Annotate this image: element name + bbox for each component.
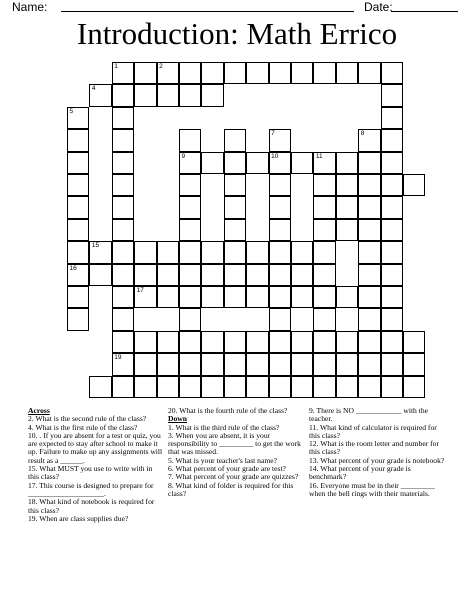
crossword-cell[interactable] (336, 152, 358, 174)
crossword-cell[interactable] (291, 331, 313, 353)
crossword-cell[interactable] (67, 308, 89, 330)
crossword-cell[interactable] (201, 84, 223, 106)
crossword-cell[interactable] (381, 219, 403, 241)
crossword-cell[interactable] (358, 241, 380, 263)
crossword-cell[interactable] (381, 152, 403, 174)
crossword-cell[interactable] (112, 62, 134, 84)
crossword-cell[interactable] (358, 353, 380, 375)
crossword-cell[interactable] (313, 353, 335, 375)
crossword-cell[interactable] (157, 376, 179, 398)
clue-number: 16 (69, 264, 77, 272)
crossword-cell[interactable] (291, 241, 313, 263)
crossword-cell[interactable] (224, 196, 246, 218)
crossword-cell[interactable] (313, 376, 335, 398)
clue-text: 6. What percent of your grade are test? (168, 464, 286, 474)
crossword-cell[interactable] (157, 241, 179, 263)
clue-number: 10 (271, 152, 279, 160)
crossword-cell[interactable] (179, 62, 201, 84)
crossword-cell[interactable] (403, 376, 425, 398)
crossword-cell[interactable] (313, 286, 335, 308)
crossword-cell[interactable] (358, 196, 380, 218)
crossword-cell[interactable] (336, 219, 358, 241)
crossword-cell[interactable] (313, 196, 335, 218)
crossword-cell[interactable] (403, 331, 425, 353)
crossword-cell[interactable] (358, 219, 380, 241)
clue-text: 17. This course is designed to prepare for ____________________. (28, 480, 154, 498)
crossword-cell[interactable] (89, 84, 111, 106)
crossword-cell[interactable] (269, 331, 291, 353)
crossword-cell[interactable] (291, 264, 313, 286)
crossword-cell[interactable] (112, 196, 134, 218)
crossword-cell[interactable] (381, 129, 403, 151)
crossword-cell[interactable] (224, 152, 246, 174)
crossword-cell[interactable] (179, 241, 201, 263)
crossword-cell[interactable] (246, 353, 268, 375)
clue-text: 19. When are class supplies due? (28, 513, 129, 523)
crossword-cell[interactable] (381, 376, 403, 398)
crossword-cell[interactable] (112, 152, 134, 174)
crossword-cell[interactable] (381, 84, 403, 106)
crossword-cell[interactable] (201, 241, 223, 263)
clue-number: 15 (91, 242, 100, 250)
crossword-cell[interactable] (224, 376, 246, 398)
crossword-cell[interactable] (246, 62, 268, 84)
crossword-cell[interactable] (201, 331, 223, 353)
crossword-cell[interactable] (67, 174, 89, 196)
crossword-cell[interactable] (157, 331, 179, 353)
clue-number: 17 (136, 287, 144, 294)
crossword-cell[interactable] (112, 107, 134, 129)
crossword-cell[interactable] (179, 308, 201, 330)
crossword-cell[interactable] (112, 174, 134, 196)
crossword-cell[interactable] (157, 84, 179, 106)
crossword-cell[interactable] (381, 286, 403, 308)
crossword-cell[interactable] (313, 152, 335, 174)
crossword-cell[interactable] (201, 353, 223, 375)
crossword-cell[interactable] (269, 241, 291, 263)
crossword-cell[interactable] (67, 286, 89, 308)
clue-text: 1. What is the third rule of the class? (168, 422, 280, 432)
crossword-cell[interactable] (313, 62, 335, 84)
crossword-cell[interactable] (179, 84, 201, 106)
crossword-cell[interactable] (134, 286, 156, 308)
crossword-cell[interactable] (157, 353, 179, 375)
clues-column-3 (309, 407, 446, 498)
clue-number: 8 (360, 130, 365, 138)
date-label: Date: (364, 0, 393, 14)
clue-section-heading: Down (168, 414, 187, 424)
crossword-cell[interactable] (112, 331, 134, 353)
crossword-cell[interactable] (269, 219, 291, 241)
crossword-cell[interactable] (381, 107, 403, 129)
clue-text: 12. What is the room letter and number for this class? (309, 439, 439, 457)
crossword-cell[interactable] (403, 174, 425, 196)
crossword-cell[interactable] (67, 196, 89, 218)
crossword-cell[interactable] (112, 353, 134, 375)
crossword-cell[interactable] (358, 62, 380, 84)
crossword-cell[interactable] (224, 219, 246, 241)
crossword-cell[interactable] (269, 376, 291, 398)
crossword-cell[interactable] (246, 264, 268, 286)
crossword-cell[interactable] (381, 331, 403, 353)
crossword-cell[interactable] (224, 129, 246, 151)
crossword-cell[interactable] (313, 331, 335, 353)
crossword-cell[interactable] (201, 264, 223, 286)
crossword-cell[interactable] (201, 152, 223, 174)
crossword-cell[interactable] (269, 196, 291, 218)
clue-text: 2. What is the second rule of the class? (28, 414, 147, 424)
crossword-cell[interactable] (112, 286, 134, 308)
crossword-cell[interactable] (358, 174, 380, 196)
crossword-cell[interactable] (224, 264, 246, 286)
crossword-cell[interactable] (112, 129, 134, 151)
crossword-cell[interactable] (134, 353, 156, 375)
crossword-cell[interactable] (336, 62, 358, 84)
crossword-cell[interactable] (381, 308, 403, 330)
crossword-cell[interactable] (201, 286, 223, 308)
crossword-cell[interactable] (112, 376, 134, 398)
crossword-cell[interactable] (134, 331, 156, 353)
crossword-cell[interactable] (358, 308, 380, 330)
crossword-cell[interactable] (269, 264, 291, 286)
crossword-cell[interactable] (313, 174, 335, 196)
clue-number: 5 (69, 107, 74, 115)
crossword-cell[interactable] (67, 129, 89, 151)
crossword-cell[interactable] (313, 308, 335, 330)
crossword-cell[interactable] (403, 353, 425, 375)
clue-number: 7 (271, 130, 275, 138)
crossword-cell[interactable] (179, 286, 201, 308)
crossword-cell[interactable] (89, 241, 111, 263)
clue-text: 10. . If you are absent for a test or quiz, you are expected to stay after school to make it up. Failure to make up any assignments will result as a ______. (28, 430, 163, 465)
crossword-cell[interactable] (313, 241, 335, 263)
crossword-cell[interactable] (381, 62, 403, 84)
crossword-cell[interactable] (224, 353, 246, 375)
clue-number: 19 (114, 354, 122, 362)
crossword-cell[interactable] (179, 376, 201, 398)
crossword-cell[interactable] (358, 129, 380, 151)
page-title: Introduction: Math Errico (76, 16, 398, 51)
clue-text: 4. What is the first rule of the class? (28, 422, 138, 432)
crossword-cell[interactable] (269, 152, 291, 174)
crossword-cell[interactable] (269, 286, 291, 308)
crossword-cell[interactable] (269, 62, 291, 84)
crossword-cell[interactable] (112, 84, 134, 106)
crossword-cell[interactable] (381, 174, 403, 196)
crossword-cell[interactable] (157, 264, 179, 286)
crossword-cell[interactable] (201, 376, 223, 398)
crossword-cell[interactable] (67, 264, 89, 286)
crossword-cell[interactable] (201, 62, 223, 84)
crossword-cell[interactable] (67, 219, 89, 241)
crossword-cell[interactable] (336, 286, 358, 308)
crossword-cell[interactable] (291, 286, 313, 308)
clue-text: 16. Everyone must be in their _________ when the bell rings with their materials. (309, 480, 435, 498)
crossword-cell[interactable] (67, 152, 89, 174)
crossword-cell[interactable] (157, 286, 179, 308)
crossword-cell[interactable] (381, 353, 403, 375)
crossword-cell[interactable] (313, 264, 335, 286)
crossword-cell[interactable] (179, 152, 201, 174)
crossword-cell[interactable] (381, 196, 403, 218)
crossword-cell[interactable] (291, 152, 313, 174)
crossword-cell[interactable] (246, 331, 268, 353)
clue-text: 7. What percent of your grade are quizzes? (168, 472, 299, 482)
clue-text: 14. What percent of your grade is benchmark? (309, 464, 411, 482)
clue-number: 9 (181, 152, 186, 160)
crossword-cell[interactable] (336, 353, 358, 375)
crossword-cell[interactable] (134, 62, 156, 84)
clue-text: 15. What MUST you use to write with in this class? (28, 464, 153, 482)
crossword-cell[interactable] (112, 219, 134, 241)
clue-text: 3. When you are absent, it is your responsibility to _________ to get the work that was missed. (168, 430, 301, 457)
crossword-cell[interactable] (134, 376, 156, 398)
crossword-cell[interactable] (269, 174, 291, 196)
crossword-cell[interactable] (134, 241, 156, 263)
crossword-cell[interactable] (112, 241, 134, 263)
clue-section-heading: Across (28, 406, 50, 415)
crossword-cell[interactable] (246, 241, 268, 263)
crossword-cell[interactable] (179, 129, 201, 151)
crossword-cell[interactable] (246, 376, 268, 398)
crossword-cell[interactable] (358, 376, 380, 398)
crossword-cell[interactable] (291, 353, 313, 375)
crossword-cell[interactable] (313, 219, 335, 241)
crossword-cell[interactable] (358, 331, 380, 353)
clue-text: 18. What kind of notebook is required for this class? (28, 497, 155, 515)
clue-text: 9. There is NO ____________ with the teacher. (309, 406, 429, 424)
crossword-cell[interactable] (179, 219, 201, 241)
crossword-cell[interactable] (291, 376, 313, 398)
crossword-cell[interactable] (246, 286, 268, 308)
crossword-cell[interactable] (224, 286, 246, 308)
crossword-cell[interactable] (179, 174, 201, 196)
crossword-cell[interactable] (134, 264, 156, 286)
crossword-cell[interactable] (179, 264, 201, 286)
crossword-cell[interactable] (179, 331, 201, 353)
crossword-cell[interactable] (67, 241, 89, 263)
clue-text: 5. What is your teacher's last name? (168, 455, 277, 465)
crossword-cell[interactable] (358, 152, 380, 174)
clue-text: 13. What percent of your grade is notebook? (309, 455, 445, 465)
crossword-cell[interactable] (336, 196, 358, 218)
clue-number: 1 (114, 63, 118, 70)
crossword-cell[interactable] (381, 241, 403, 263)
crossword-cell[interactable] (269, 308, 291, 330)
clue-number: 2 (159, 63, 163, 70)
crossword-cell[interactable] (224, 331, 246, 353)
crossword-cell[interactable] (269, 353, 291, 375)
crossword-cell[interactable] (67, 107, 89, 129)
crossword-cell[interactable] (89, 376, 111, 398)
crossword-cell[interactable] (112, 308, 134, 330)
crossword-cell[interactable] (89, 264, 111, 286)
crossword-cell[interactable] (336, 331, 358, 353)
crossword-cell[interactable] (358, 286, 380, 308)
clues-column-1 (28, 407, 163, 523)
crossword-cell[interactable] (157, 62, 179, 84)
crossword-cell[interactable] (224, 174, 246, 196)
crossword-cell[interactable] (179, 353, 201, 375)
crossword-cell[interactable] (179, 196, 201, 218)
clue-text: 11. What kind of calculator is required for this class? (309, 422, 437, 440)
crossword-cell[interactable] (336, 174, 358, 196)
crossword-cell[interactable] (224, 62, 246, 84)
crossword-cell[interactable] (134, 84, 156, 106)
crossword-cell[interactable] (336, 376, 358, 398)
crossword-cell[interactable] (291, 62, 313, 84)
crossword-cell[interactable] (269, 129, 291, 151)
clue-text: 8. What kind of folder is required for this class? (168, 480, 294, 498)
crossword-cell[interactable] (246, 152, 268, 174)
crossword-cell[interactable] (358, 264, 380, 286)
clue-text: 20. What is the fourth rule of the class? (168, 406, 288, 415)
clue-number: 11 (315, 152, 323, 160)
crossword-cell[interactable] (112, 264, 134, 286)
crossword-cell[interactable] (381, 264, 403, 286)
clues-column-2 (168, 407, 301, 498)
name-label: Name: (12, 0, 48, 14)
clue-number: 4 (91, 85, 96, 93)
crossword-cell[interactable] (224, 241, 246, 263)
